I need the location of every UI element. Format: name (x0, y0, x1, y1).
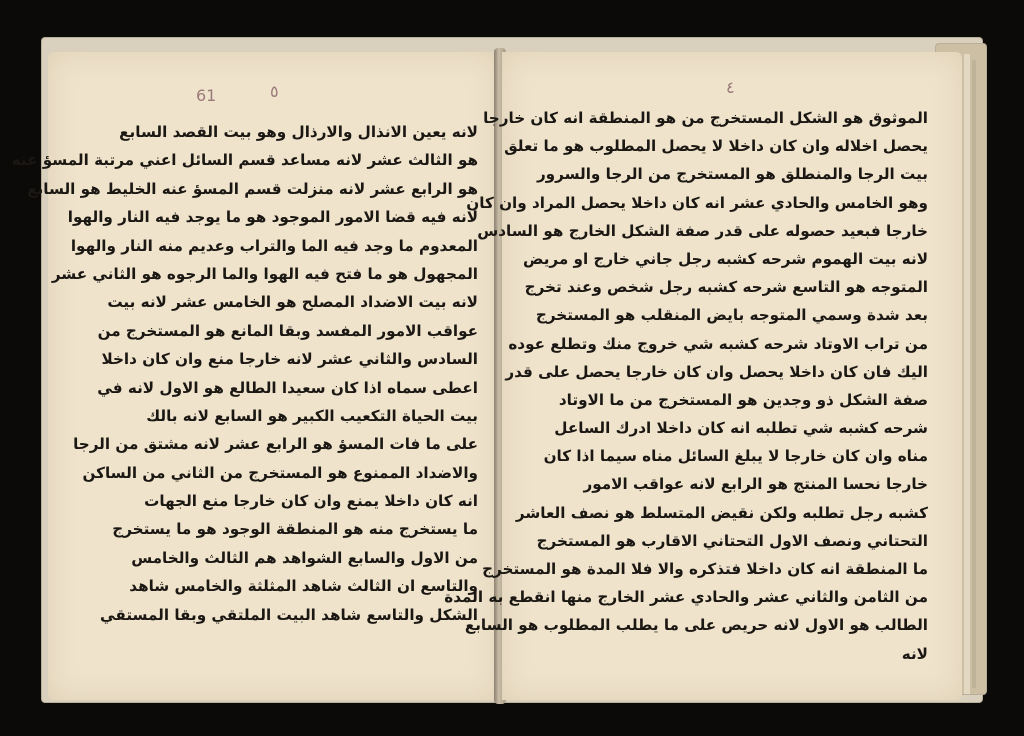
text-line: لانه بيت الاضداد المصلح هو الخامس عشر لانه بيت (107, 293, 478, 312)
text-line: الشكل والتاسع شاهد البيت الملتقي وبقا المستقي (100, 605, 478, 624)
text-line: لانه فيه قضا الامور الموجود هو ما يوجد فيه النار والهوا (67, 208, 478, 227)
text-line: بيت الحياة التكعيب الكبير هو السابع لانه بالك (146, 406, 478, 425)
text-line: انه كان داخلا يمنع وان كان خارجا منع الجهات (144, 492, 478, 511)
text-line: من الاول والسابع الشواهد هم الثالث والخامس (131, 548, 478, 567)
text-line: لانه بيت الهموم شرحه كشبه رجل جاني خارج او مريض (522, 249, 928, 268)
text-line: لانه (901, 644, 928, 663)
text-line: الموثوق هو الشكل المستخرج من هو المنطقة انه كان خارجا (483, 109, 928, 127)
text-line: اعطى سماه اذا كان سعيدا الطالع هو الاول لانه في (97, 378, 478, 397)
text-line: كشبه رجل تطلبه ولكن نقيض المتسلط هو نصف العاشر (515, 503, 928, 522)
text-line: على ما فات المسؤ هو الرابع عشر لانه مشتق من الرجا (73, 435, 478, 454)
text-line: هو الثالث عشر لانه مساعد قسم السائل اعني مرتبة المسؤ عنه (11, 151, 478, 170)
text-line: المتوجه هو التاسع شرحه كشبه رجل شخص وعند تخرج (524, 278, 928, 297)
text-line: خارجا فبعيد حصوله على قدر صفة الشكل الخارج هو السادس (477, 221, 928, 240)
text-line: خارجا نحسا المنتج هو الرابع لانه عواقب الامور (583, 475, 928, 494)
folio-number-right: ٤ (726, 78, 735, 97)
right-page (444, 52, 962, 700)
left-page (11, 52, 498, 700)
text-line: من تراب الاوتاد شرحه كشبه شي خروج منك وتطلع عوده (508, 334, 928, 353)
text-line: يحصل اخلاله وان كان داخلا لا يحصل المطلوب هو ما تعلق (504, 137, 928, 156)
text-line: من الثامن والثاني عشر والحادي عشر الخارج منها انقطع به المدة (444, 588, 928, 607)
text-line: بيت الرجا والمنطلق هو المستخرج من الرجا والسرور (536, 165, 928, 184)
right-page-edges-inner (972, 60, 976, 688)
text-line: ما المنطقة انه كان داخلا فتذكره والا فلا المدة هو المستخرج (482, 560, 928, 578)
text-line: بعد شدة وسمي المتوجه بايض المنقلب هو المستخرج (535, 306, 928, 325)
text-line: المعدوم ما وجد فيه الما والتراب وعديم منه النار والهوا (70, 236, 478, 255)
right-page-edges (964, 54, 970, 694)
text-line: ما يستخرج منه هو المنطقة الوجود هو ما يستخرج (112, 520, 478, 539)
right-page-text (444, 104, 928, 668)
open-manuscript (11, 34, 986, 704)
text-line: وهو الخامس والحادي عشر انه كان داخلا يحصل المراد وان كان (466, 193, 928, 212)
text-line: والاضداد الممنوع هو المستخرج من الثاني من الساكن (82, 463, 478, 482)
text-line: التحتاني ونصف الاول التحتاني الاقارب هو المستخرج (536, 531, 928, 550)
text-line: لانه يعين الانذال والارذال وهو بيت القصد السابع (119, 123, 478, 141)
text-line: شرحه كشبه شي تطلبه انه كان داخلا ادرك الساعل (554, 419, 928, 438)
folio-number-left: 61 (196, 86, 217, 105)
text-line: المجهول هو ما فتح فيه الهوا والما الرجوه هو الثاني عشر (51, 264, 478, 283)
text-line: الطالب هو الاول لانه حريص على ما يطلب المطلوب هو السابع (464, 616, 928, 635)
text-line: عواقب الامور المفسد وبقا المانع هو المستخرج من (97, 321, 478, 340)
text-line: مناه وان كان خارجا لا يبلغ السائل مناه سيما اذا كان (543, 447, 928, 466)
text-line: السادس والثاني عشر لانه خارجا منع وان كان داخلا (101, 350, 478, 369)
text-line: صفة الشكل ذو وجدين هو المستخرج من ما الاوتاد (558, 390, 928, 409)
left-page-text (11, 118, 478, 629)
folio-mark-left: ٥ (270, 82, 279, 101)
text-line: هو الرابع عشر لانه منزلت قسم المسؤ عنه الخليط هو السابع (27, 179, 478, 198)
text-line: اليك فان كان داخلا يحصل وان كان خارجا يحصل على قدر (505, 362, 928, 381)
text-line: والتاسع ان الثالث شاهد المثلثة والخامس شاهد (129, 577, 478, 596)
